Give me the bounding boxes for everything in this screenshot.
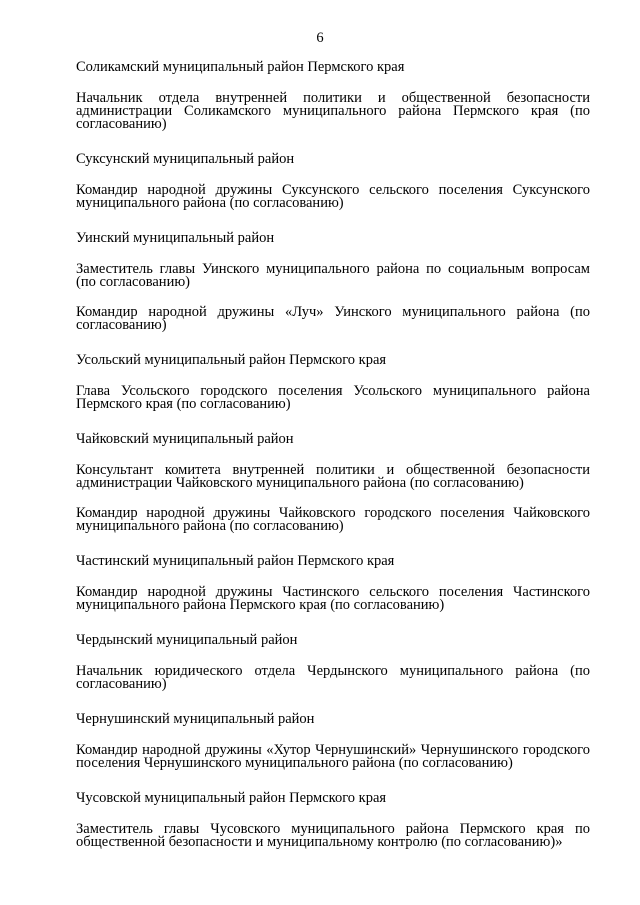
- official-entry: Начальник отдела внутренней политики и общественной безопасности администрации Соликамского муниципального района Пермского края (по согласованию): [76, 90, 590, 132]
- district-heading: Суксунский муниципальный район: [76, 151, 295, 167]
- official-entry: Глава Усольского городского поселения Усольского муниципального района Пермского края (по согласованию): [76, 383, 590, 412]
- district-heading: Чусовской муниципальный район Пермского края: [76, 790, 387, 806]
- official-entry: Заместитель главы Уинского муниципального района по социальным вопросам (по согласованию): [76, 261, 590, 290]
- district-heading: Чайковский муниципальный район: [76, 431, 294, 447]
- official-entry: Командир народной дружины «Хутор Чернушинский» Чернушинского городского поселения Чернушинского муниципального района (по согласованию): [76, 742, 590, 771]
- official-entry: Начальник юридического отдела Чердынского муниципального района (по согласованию): [76, 663, 590, 692]
- official-entry: Командир народной дружины Суксунского сельского поселения Суксунского муниципального района (по согласованию): [76, 182, 590, 211]
- district-heading: Чернушинский муниципальный район: [76, 711, 315, 727]
- district-heading: Частинский муниципальный район Пермского края: [76, 553, 395, 569]
- official-entry: Командир народной дружины Чайковского городского поселения Чайковского муниципального района (по согласованию): [76, 505, 590, 534]
- district-heading: Чердынский муниципальный район: [76, 632, 298, 648]
- district-heading: Соликамский муниципальный район Пермского края: [76, 59, 405, 75]
- official-entry: Командир народной дружины «Луч» Уинского муниципального района (по согласованию): [76, 304, 590, 333]
- district-heading: Уинский муниципальный район: [76, 230, 275, 246]
- content: [76, 60, 590, 849]
- official-entry: Заместитель главы Чусовского муниципального района Пермского края по общественной безопасности и муниципальному контролю (по согласованию)»: [76, 821, 590, 850]
- official-entry: Командир народной дружины Частинского сельского поселения Частинского муниципального района Пермского края (по согласованию): [76, 584, 590, 613]
- official-entry: Консультант комитета внутренней политики и общественной безопасности администрации Чайковского муниципального района (по согласованию): [76, 462, 590, 491]
- district-heading: Усольский муниципальный район Пермского края: [76, 352, 387, 368]
- page-number: 6: [316, 30, 324, 46]
